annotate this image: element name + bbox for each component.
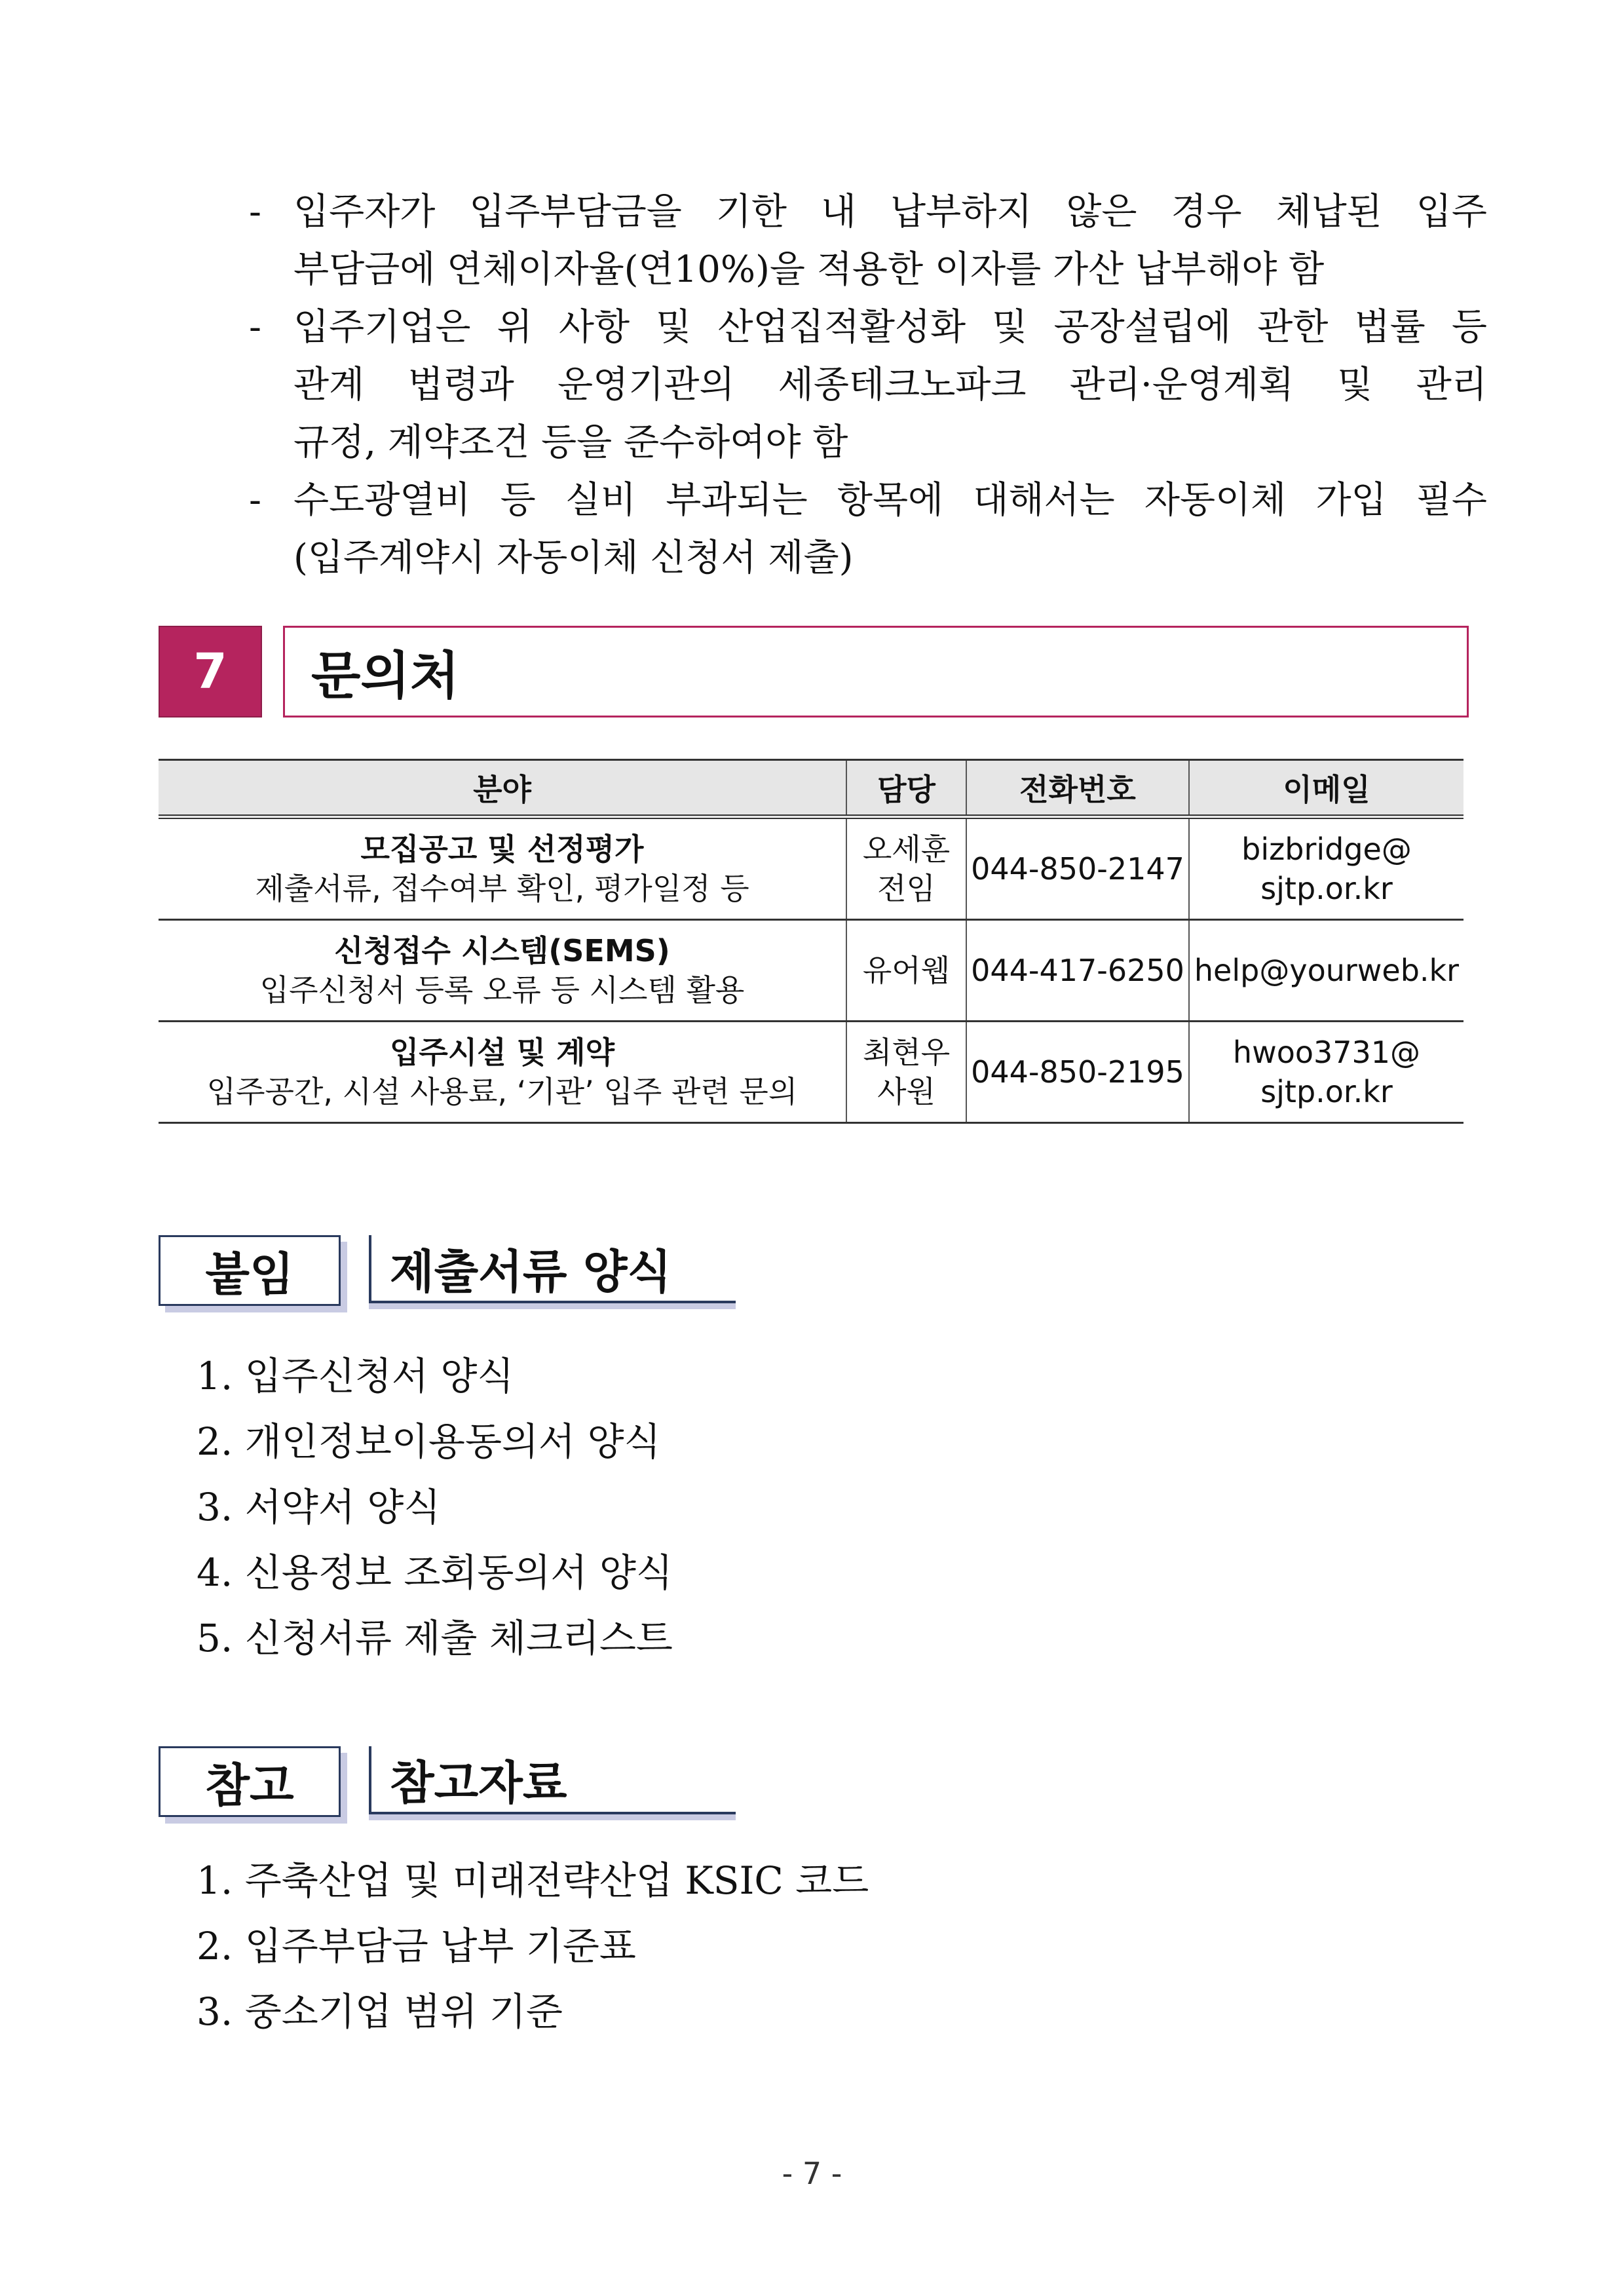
appendix-title: 제출서류 양식 [369, 1235, 736, 1303]
column-header-phone: 전화번호 [966, 760, 1189, 817]
bullet-paragraph [249, 299, 1487, 472]
list-item: 5. 신청서류 제출 체크리스트 [197, 1616, 673, 1660]
email-part: bizbridge@ [1241, 832, 1412, 867]
section-number-badge: 7 [159, 626, 262, 718]
field-category: 입주시설 및 계약 [389, 1035, 615, 1070]
bullet-paragraph [249, 472, 1487, 587]
field-category: 모집공고 및 선정평가 [360, 832, 644, 867]
list-item: 1. 주축산업 및 미래전략산업 KSIC 코드 [197, 1858, 869, 1903]
bullet-text [293, 299, 1487, 472]
bullet-line: 관계 법령과 운영기관의 세종테크노파크 관리·운영계획 및 관리 [293, 364, 1487, 406]
bullet-text [293, 472, 1487, 587]
field-description: 제출서류, 접수여부 확인, 평가일정 등 [255, 871, 749, 906]
manager-cell [846, 920, 966, 1022]
bullet-dash: - [249, 191, 261, 233]
manager-name: 유어웹 [862, 953, 951, 988]
field-category: 신청접수 시스템(SEMS) [334, 933, 670, 968]
field-cell [159, 920, 846, 1022]
list-item: 2. 개인정보이용동의서 양식 [197, 1419, 661, 1464]
list-item: 3. 중소기업 범위 기준 [197, 1989, 563, 2034]
phone-cell: 044-850-2195 [966, 1022, 1189, 1123]
email-part: hwoo3731@ [1232, 1035, 1421, 1070]
manager-cell [846, 817, 966, 920]
bullet-paragraph [249, 183, 1487, 299]
field-cell [159, 817, 846, 920]
appendix-list [197, 1343, 673, 1671]
phone-cell: 044-850-2147 [966, 817, 1189, 920]
field-description: 입주공간, 시설 사용료, ‘기관’ 입주 관련 문의 [206, 1074, 798, 1109]
table-header-row [159, 760, 1463, 817]
manager-name: 최현우 [862, 1035, 951, 1070]
reference-list [197, 1848, 869, 2044]
reference-title: 참고자료 [369, 1746, 736, 1814]
list-item: 4. 신용정보 조회동의서 양식 [197, 1550, 673, 1595]
table-row [159, 1022, 1463, 1123]
list-item: 1. 입주신청서 양식 [197, 1354, 514, 1398]
column-header-field: 분야 [159, 760, 846, 817]
reference-tag: 참고 [159, 1746, 341, 1817]
manager-title: 사원 [877, 1074, 935, 1109]
manager-name: 오세훈 [862, 832, 951, 867]
email-cell [1189, 1022, 1463, 1123]
table-row [159, 920, 1463, 1022]
email-cell [1189, 920, 1463, 1022]
bullet-line: 부담금에 연체이자율(연10%)을 적용한 이자를 가산 납부해야 함 [293, 248, 1325, 291]
appendix-tag: 붙임 [159, 1235, 341, 1306]
manager-cell [846, 1022, 966, 1123]
email-part: sjtp.or.kr [1260, 1074, 1393, 1109]
page-number: - 7 - [782, 2156, 842, 2191]
manager-title: 전임 [877, 871, 935, 906]
field-description: 입주신청서 등록 오류 등 시스템 활용 [259, 972, 745, 1008]
email-part: help@yourweb.kr [1194, 953, 1460, 988]
field-cell [159, 1022, 846, 1123]
contacts-table [159, 759, 1463, 1124]
email-cell [1189, 817, 1463, 920]
section-title: 문의처 [283, 626, 1469, 718]
bullet-dash: - [249, 306, 261, 349]
bullet-line: 규정, 계약조건 등을 준수하여야 함 [293, 421, 848, 464]
phone-cell: 044-417-6250 [966, 920, 1189, 1022]
bullet-line: 입주자가 입주부담금을 기한 내 납부하지 않은 경우 체납된 입주 [293, 191, 1487, 233]
bullet-text [293, 183, 1487, 299]
bullet-dash: - [249, 479, 261, 522]
bullet-line: 수도광열비 등 실비 부과되는 항목에 대해서는 자동이체 가입 필수 [293, 479, 1487, 522]
bullet-line: 입주기업은 위 사항 및 산업집적활성화 및 공장설립에 관한 법률 등 [293, 306, 1487, 349]
column-header-email: 이메일 [1189, 760, 1463, 817]
email-part: sjtp.or.kr [1260, 871, 1393, 906]
bullet-line: (입주계약시 자동이체 신청서 제출) [293, 537, 854, 579]
list-item: 3. 서약서 양식 [197, 1485, 441, 1529]
table-row [159, 817, 1463, 920]
column-header-manager: 담당 [846, 760, 966, 817]
list-item: 2. 입주부담금 납부 기준표 [197, 1924, 636, 1968]
